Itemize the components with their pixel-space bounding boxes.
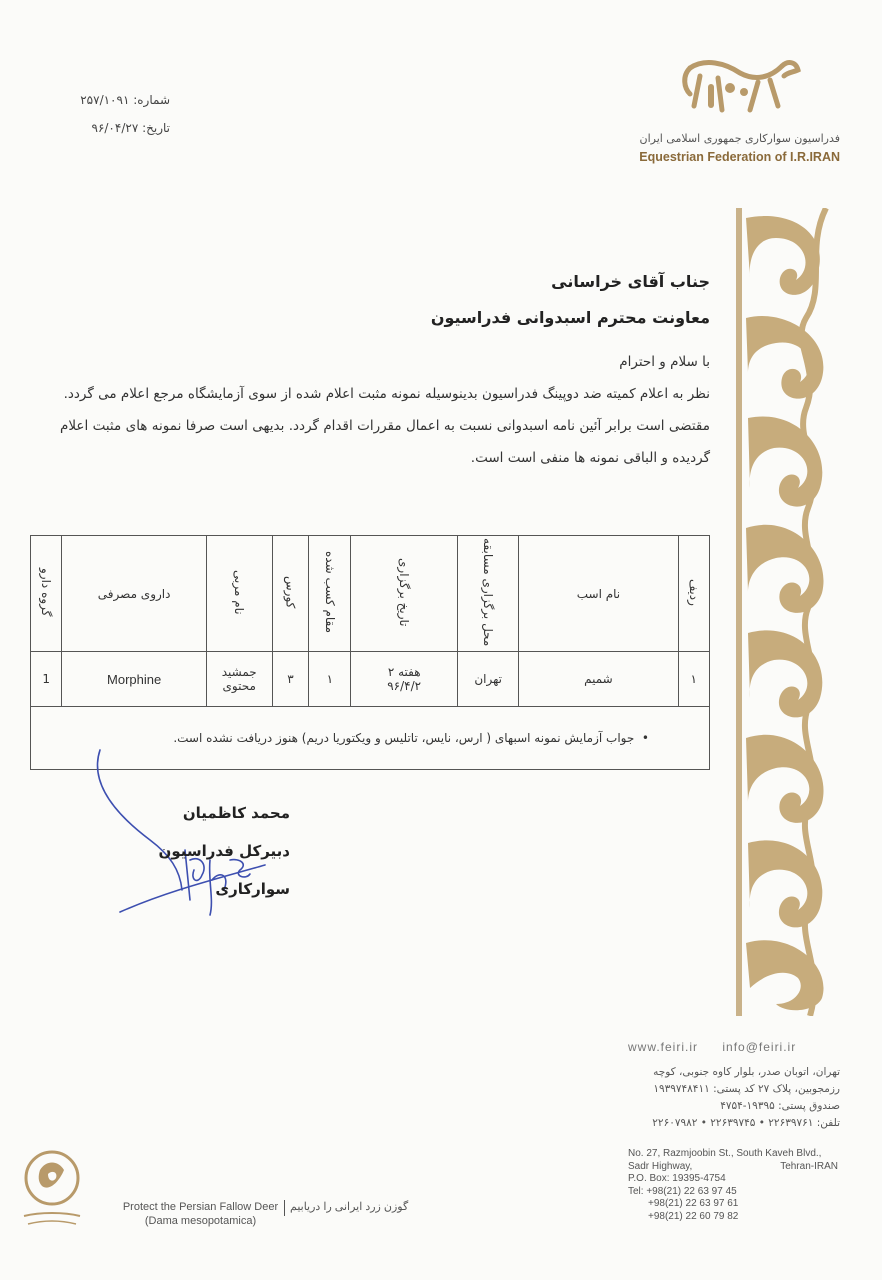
letter-meta bbox=[60, 86, 170, 142]
signatory-name: محمد کاظمیان bbox=[182, 804, 290, 822]
body-paragraph-1: نظر به اعلام کمیته ضد دوپینگ فدراسیون بدینوسیله نمونه مثبت اعلام شده از سوی آزمایشگاه مرجع اعلام می گردد. bbox=[63, 386, 710, 402]
header-cell: گروه دارو bbox=[31, 536, 62, 652]
horse-logo-icon bbox=[670, 48, 810, 128]
address-en-line: No. 27, Razmjoobin St., South Kaveh Blvd., bbox=[628, 1148, 822, 1159]
letter-body bbox=[60, 346, 710, 474]
cell-drug: Morphine bbox=[62, 652, 206, 707]
signatory bbox=[110, 794, 290, 908]
header-cell: محل برگزاری مسابقه bbox=[457, 536, 518, 652]
address-en-line: P.O. Box: 19395-4754 bbox=[628, 1173, 726, 1184]
address-fa bbox=[610, 1064, 840, 1132]
cell-row-number: ۱ bbox=[678, 652, 709, 707]
cell-drug-group: 1 bbox=[31, 652, 62, 707]
address-fa-line: صندوق پستی: ۱۹۳۹۵-۴۷۵۴ bbox=[720, 1100, 840, 1112]
recipient-block bbox=[380, 264, 710, 336]
header-cell: کورس bbox=[272, 536, 309, 652]
doping-results-table bbox=[30, 535, 710, 770]
email-link[interactable]: info@feiri.ir bbox=[722, 1040, 797, 1054]
cell-horse-name: شمیم bbox=[519, 652, 678, 707]
tel-line: +98(21) 22 63 97 61 bbox=[648, 1198, 739, 1209]
header-cell: داروی مصرفی bbox=[62, 536, 206, 652]
tel-line: +98(21) 22 60 79 82 bbox=[648, 1210, 739, 1222]
letter-number: شماره: ۲۵۷/۱۰۹۱ bbox=[80, 93, 170, 107]
recipient-name: جناب آقای خراسانی bbox=[551, 272, 710, 291]
address-en-line: Sadr Highway, Tehran-IRAN bbox=[628, 1160, 838, 1172]
table-header-row bbox=[31, 536, 710, 652]
header-cell: تاریخ برگزاری bbox=[351, 536, 458, 652]
deer-campaign-logo-icon bbox=[20, 1150, 84, 1230]
slogan-en: Protect the Persian Fallow Deer (Dama mesopotamica) bbox=[122, 1201, 279, 1227]
address-en bbox=[628, 1148, 838, 1223]
signatory-title: دبیرکل فدراسیون سوارکاری bbox=[158, 842, 290, 898]
header-cell: مقام کسب شده bbox=[309, 536, 351, 652]
table-note: • جواب آزمایش نمونه اسبهای ( ارس، نایس، تاتلیس و ویکتوریا دریم) هنوز دریافت نشده است. bbox=[31, 707, 710, 770]
cell-rank: ۱ bbox=[309, 652, 351, 707]
slogan-fa: گوزن زرد ایرانی را دریابیم bbox=[290, 1201, 409, 1213]
federation-name-en: Equestrian Federation of I.R.IRAN bbox=[639, 150, 840, 164]
tel-line: Tel: +98(21) 22 63 97 45 bbox=[628, 1185, 737, 1197]
cell-venue: تهران bbox=[457, 652, 518, 707]
slogan-divider bbox=[284, 1200, 285, 1216]
website-link[interactable]: www.feiri.ir bbox=[628, 1040, 699, 1054]
cell-trainer: جمشید محتوی bbox=[206, 652, 272, 707]
ornament-border bbox=[736, 208, 832, 1016]
header-cell: ردیف bbox=[678, 536, 709, 652]
greeting: با سلام و احترام bbox=[619, 354, 710, 370]
address-fa-line: تهران، اتوبان صدر، بلوار کاوه جنوبی، کوچه bbox=[653, 1066, 840, 1078]
phones-fa: تلفن: ۲۲۶۳۹۷۶۱ • ۲۲۶۳۹۷۴۵ • ۲۲۶۰۷۹۸۲ bbox=[652, 1117, 840, 1129]
letter-date: تاریخ: ۹۶/۰۴/۲۷ bbox=[91, 121, 170, 135]
header-cell: نام مربی bbox=[206, 536, 272, 652]
recipient-title: معاونت محترم اسبدوانی فدراسیون bbox=[430, 308, 710, 327]
footer-contacts bbox=[628, 1040, 838, 1054]
table-row bbox=[31, 652, 710, 707]
body-paragraph-2: مقتضی است برابر آئین نامه اسبدوانی نسبت به اعمال مقررات اقدام گردد. بدیهی است صرفا نمونه های مثبت اعلام گردیده و الباقی نمونه ها منفی است است. bbox=[60, 418, 710, 466]
header-cell: نام اسب bbox=[519, 536, 678, 652]
cell-course: ۳ bbox=[272, 652, 309, 707]
cell-race-date: هفته ۲ ۹۶/۴/۲ bbox=[351, 652, 458, 707]
address-fa-line: رزمجوبین، پلاک ۲۷ کد پستی: ۱۹۳۹۷۴۸۴۱۱ bbox=[653, 1083, 840, 1095]
federation-name-fa: فدراسیون سوارکاری جمهوری اسلامی ایران bbox=[639, 132, 840, 145]
